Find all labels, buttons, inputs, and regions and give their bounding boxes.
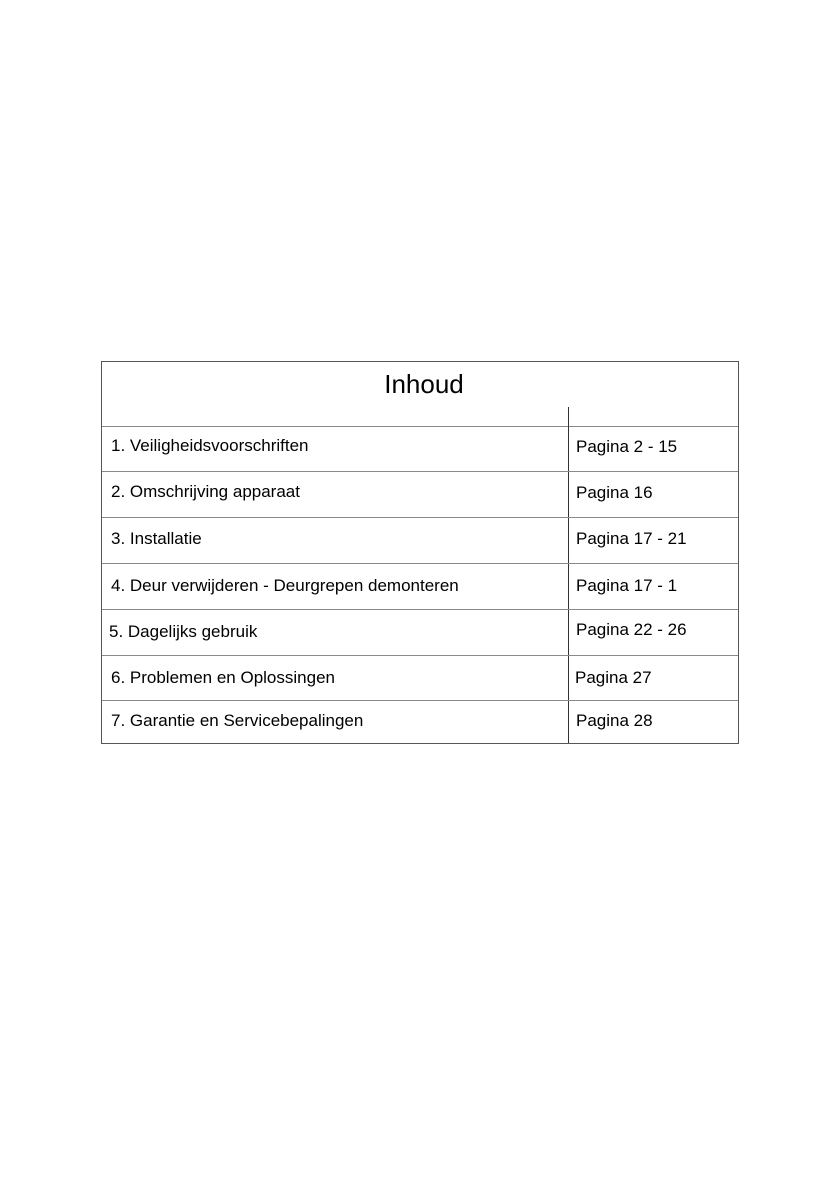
toc-row <box>102 472 738 518</box>
toc-row-label: 6. Problemen en Oplossingen <box>111 668 335 687</box>
toc-row <box>102 564 738 610</box>
toc-row-page: Pagina 28 <box>576 711 653 730</box>
toc-row <box>102 701 738 744</box>
toc-row-page: Pagina 16 <box>576 483 653 502</box>
toc-row <box>102 610 738 656</box>
toc-row <box>102 656 738 701</box>
toc-row-label: 3. Installatie <box>111 529 202 548</box>
toc-row-page: Pagina 2 - 15 <box>576 437 678 456</box>
toc-row <box>102 426 738 472</box>
toc-row-label: 4. Deur verwijderen - Deurgrepen demonteren <box>111 576 459 595</box>
toc-row-label: 5. Dagelijks gebruik <box>109 622 258 641</box>
toc-row-page: Pagina 27 <box>575 668 652 687</box>
toc-header <box>102 362 738 427</box>
toc-row <box>102 518 738 564</box>
toc-title: Inhoud <box>384 369 464 399</box>
toc-row-label: 7. Garantie en Servicebepalingen <box>111 711 364 730</box>
toc-row-page: Pagina 17 - 21 <box>576 529 687 548</box>
toc-row-page: Pagina 22 - 26 <box>576 620 687 639</box>
toc-row-label: 2. Omschrijving apparaat <box>111 482 300 501</box>
toc-row-label: 1. Veiligheidsvoorschriften <box>111 436 309 455</box>
toc-row-page: Pagina 17 - 1 <box>576 576 678 595</box>
table-of-contents <box>101 361 739 744</box>
